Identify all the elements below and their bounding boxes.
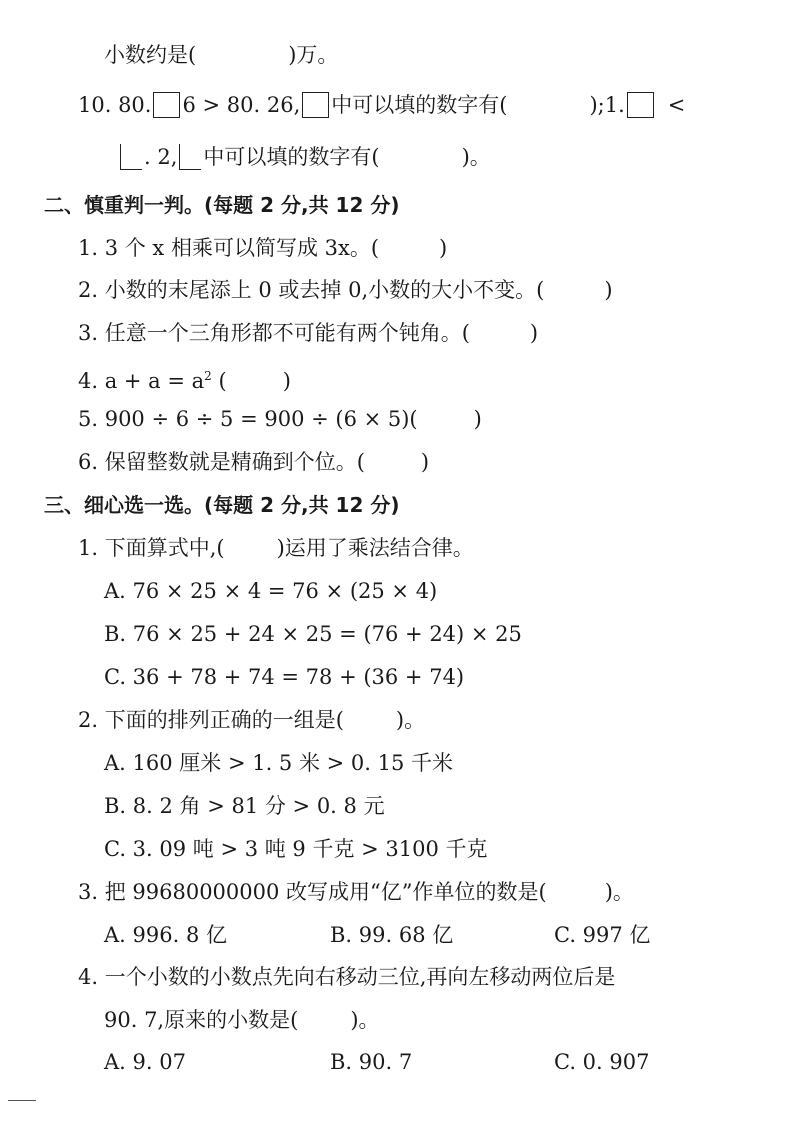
choice-option-2c[interactable]: C. 3. 09 吨 > 3 吨 9 千克 > 3100 千克 <box>104 837 488 861</box>
digit-box-4[interactable] <box>120 144 142 170</box>
choice-question-2: 2. 下面的排列正确的一组是( )。 <box>78 708 426 732</box>
choice-option-3a[interactable]: A. 996. 8 亿 <box>104 923 227 947</box>
digit-box-2[interactable] <box>302 92 329 118</box>
section-3-title: 三、细心选一选。(每题 2 分,共 12 分) <box>44 493 400 517</box>
judge-item-4: 4. $a + a = a^2$ ( ) <box>78 369 291 393</box>
judge-item-1: 1. 3 个 x 相乘可以简写成 3x。( ) <box>78 236 448 260</box>
choice-option-4c[interactable]: C. 0. 907 <box>554 1050 650 1074</box>
choice-option-4b[interactable]: B. 90. 7 <box>330 1050 413 1074</box>
judge-item-6: 6. 保留整数就是精确到个位。( ) <box>78 450 430 474</box>
digit-box-3[interactable] <box>627 92 654 118</box>
choice-question-4: 4. 一个小数的小数点先向右移动三位,再向左移动两位后是 <box>78 965 616 989</box>
question-10-continued: . 2, 中可以填的数字有( )。 <box>118 142 491 172</box>
judge-item-2: 2. 小数的末尾添上 0 或去掉 0,小数的大小不变。( ) <box>78 278 613 302</box>
choice-option-2b[interactable]: B. 8. 2 角 > 81 分 > 0. 8 元 <box>104 794 385 818</box>
choice-question-3: 3. 把 99680000000 改写成用“亿”作单位的数是( )。 <box>78 880 634 904</box>
choice-option-1a[interactable]: A. 76 × 25 × 4 = 76 × (25 × 4) <box>104 579 438 603</box>
judge-item-5: 5. 900 ÷ 6 ÷ 5 = 900 ÷ (6 × 5)( ) <box>78 407 482 431</box>
fill-in-line-1: 小数约是( )万。 <box>104 43 339 67</box>
choice-option-3b[interactable]: B. 99. 68 亿 <box>330 923 454 947</box>
choice-option-3c[interactable]: C. 997 亿 <box>554 923 651 947</box>
digit-box-1[interactable] <box>153 92 180 118</box>
choice-question-4-continued: 90. 7,原来的小数是( )。 <box>104 1008 380 1032</box>
judge-item-3: 3. 任意一个三角形都不可能有两个钝角。( ) <box>78 321 539 345</box>
section-2-title: 二、慎重判一判。(每题 2 分,共 12 分) <box>44 193 400 217</box>
choice-option-4a[interactable]: A. 9. 07 <box>104 1050 186 1074</box>
question-10: 10. 80. 6 > 80. 26, 中可以填的数字有( );1. < <box>78 93 686 117</box>
page-edge-rule <box>8 1100 36 1101</box>
choice-option-1c[interactable]: C. 36 + 78 + 74 = 78 + (36 + 74) <box>104 665 465 689</box>
choice-option-1b[interactable]: B. 76 × 25 + 24 × 25 = (76 + 24) × 25 <box>104 622 522 646</box>
choice-question-1: 1. 下面算式中,( )运用了乘法结合律。 <box>78 536 474 560</box>
digit-box-5[interactable] <box>179 144 201 170</box>
choice-option-2a[interactable]: A. 160 厘米 > 1. 5 米 > 0. 15 千米 <box>104 751 454 775</box>
